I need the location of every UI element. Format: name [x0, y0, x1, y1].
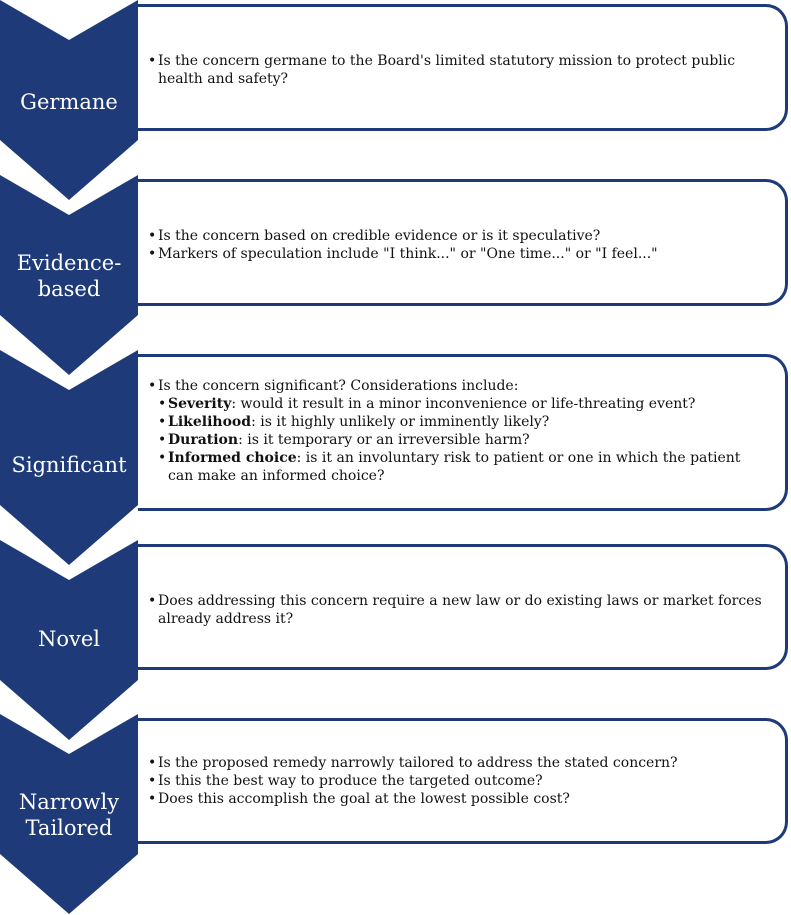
bullet-item: • Markers of speculation include "I think..." or "One time..." or "I feel...": [148, 245, 767, 263]
step-box-germane: [138, 4, 788, 131]
step-label: [0, 250, 138, 302]
bullet-item: • Does addressing this concern require a new law or do existing laws or market forces already address it?: [148, 592, 767, 628]
sub-bullet-text: : would it result in a minor inconvenience or life-threating event?: [231, 396, 696, 412]
step-box-novel: [138, 544, 788, 670]
step-label-line: Evidence-: [16, 251, 122, 275]
sub-bullet-term: Duration: [168, 432, 239, 448]
step-box-evidence-based: [138, 179, 788, 306]
sub-bullet-text: : is it temporary or an irreversible harm?: [238, 432, 530, 448]
chevron-narrowly-tailored: [0, 714, 138, 914]
sub-bullet-item: [148, 413, 767, 431]
step-label-line: Novel: [37, 627, 101, 651]
step-label-line: based: [37, 277, 101, 301]
step-box-significant: [138, 354, 788, 511]
sub-bullet-text: : is it an involuntary risk to patient or one in which the patient can make an informed choice?: [168, 450, 741, 484]
step-box-narrowly-tailored: [138, 718, 788, 844]
chevron-germane: [0, 0, 138, 200]
sub-bullet-term: Informed choice: [168, 450, 297, 466]
step-label: [0, 452, 138, 478]
step-label-line: Significant: [11, 453, 127, 477]
bullet-item: • Is the concern based on credible evidence or is it speculative?: [148, 227, 767, 245]
step-label: [0, 789, 138, 841]
sub-bullet-item: [148, 449, 767, 485]
sub-bullet-term: Severity: [168, 396, 232, 412]
bullet-item: • Is this the best way to produce the targeted outcome?: [148, 772, 767, 790]
bullet-item: • Is the concern germane to the Board's limited statutory mission to protect public health and safety?: [148, 52, 767, 88]
sub-bullet-item: [148, 431, 767, 449]
bullet-item: • Does this accomplish the goal at the lowest possible cost?: [148, 790, 767, 808]
chevron-novel: [0, 540, 138, 740]
step-label-line: Narrowly: [18, 790, 120, 814]
chevron-evidence-based: [0, 175, 138, 375]
step-label-line: Germane: [20, 90, 118, 114]
step-label-line: Tailored: [25, 816, 113, 840]
sub-bullet-term: Likelihood: [168, 414, 252, 430]
chevron-significant: [0, 350, 138, 565]
bullet-item: • Is the concern significant? Considerations include:: [148, 377, 767, 395]
bullet-item: • Is the proposed remedy narrowly tailored to address the stated concern?: [148, 754, 767, 772]
step-label: [0, 89, 138, 115]
step-label: [0, 626, 138, 652]
sub-bullet-text: : is it highly unlikely or imminently likely?: [251, 414, 550, 430]
sub-bullet-item: [148, 395, 767, 413]
